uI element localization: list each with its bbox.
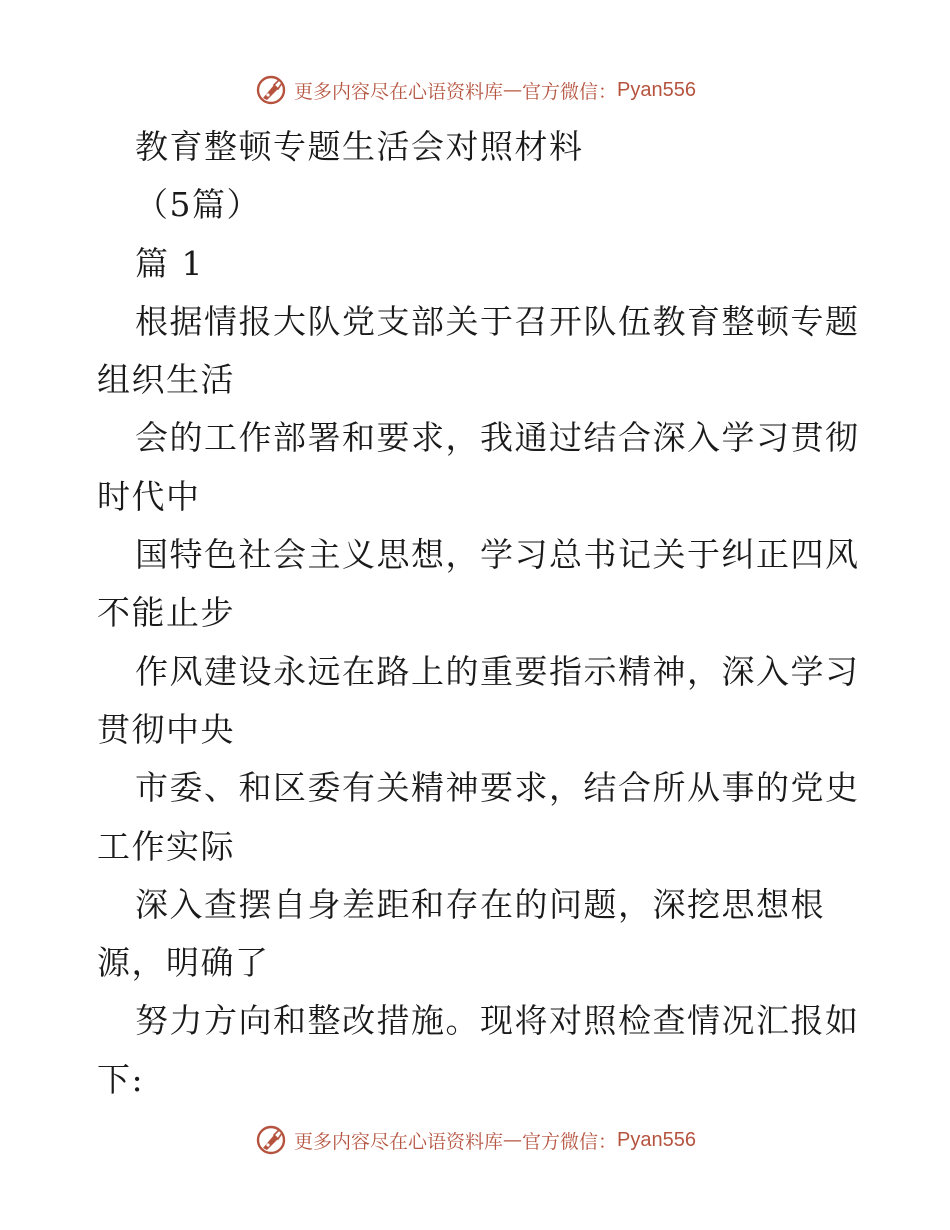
text-line: 国特色社会主义思想，学习总书记关于纠正四风 — [135, 535, 860, 575]
banner-separator: — — [503, 79, 523, 101]
pen-nib-logo-icon — [254, 73, 288, 107]
text-line: 源，明确了 — [97, 943, 270, 983]
banner-wechat-label: 官方微信： — [522, 1130, 618, 1153]
banner-wechat-id: Pyan556 — [617, 78, 696, 101]
text-line: 下: — [97, 1059, 145, 1099]
text-line: 根据情报大队党支部关于召开队伍教育整顿专题 — [135, 301, 860, 341]
text-line: 深入查摆自身差距和存在的问题，深挖思想根 — [135, 884, 825, 924]
text-line: 会的工作部署和要求，我通过结合深入学习贯彻 — [135, 418, 860, 458]
text-line: 不能止步 — [97, 593, 235, 633]
banner-separator: — — [503, 1129, 523, 1151]
banner-wechat-label: 官方微信： — [522, 80, 618, 103]
text-line: 市委、和区委有关精神要求，结合所从事的党史 — [135, 768, 860, 808]
text-line: 时代中 — [97, 476, 201, 516]
text-line: 工作实际 — [97, 826, 235, 866]
text-line: 努力方向和整改措施。现将对照检查情况汇报如 — [135, 1001, 860, 1041]
text-line: 组织生活 — [97, 360, 235, 400]
text-line: 贯彻中央 — [97, 709, 235, 749]
text-line: 教育整顿专题生活会对照材料 — [135, 127, 584, 166]
document-body — [97, 118, 860, 1109]
text-line: （5篇） — [135, 185, 261, 225]
footer-banner — [0, 1120, 950, 1160]
banner-text: 更多内容尽在心语资料库 — [294, 80, 504, 103]
header-banner — [0, 70, 950, 110]
text-line: 篇 1 — [135, 243, 204, 283]
pen-nib-logo-icon — [254, 1123, 288, 1157]
banner-wechat-id: Pyan556 — [617, 1128, 696, 1151]
banner-text: 更多内容尽在心语资料库 — [294, 1130, 504, 1153]
text-line: 作风建设永远在路上的重要指示精神，深入学习 — [135, 651, 860, 691]
